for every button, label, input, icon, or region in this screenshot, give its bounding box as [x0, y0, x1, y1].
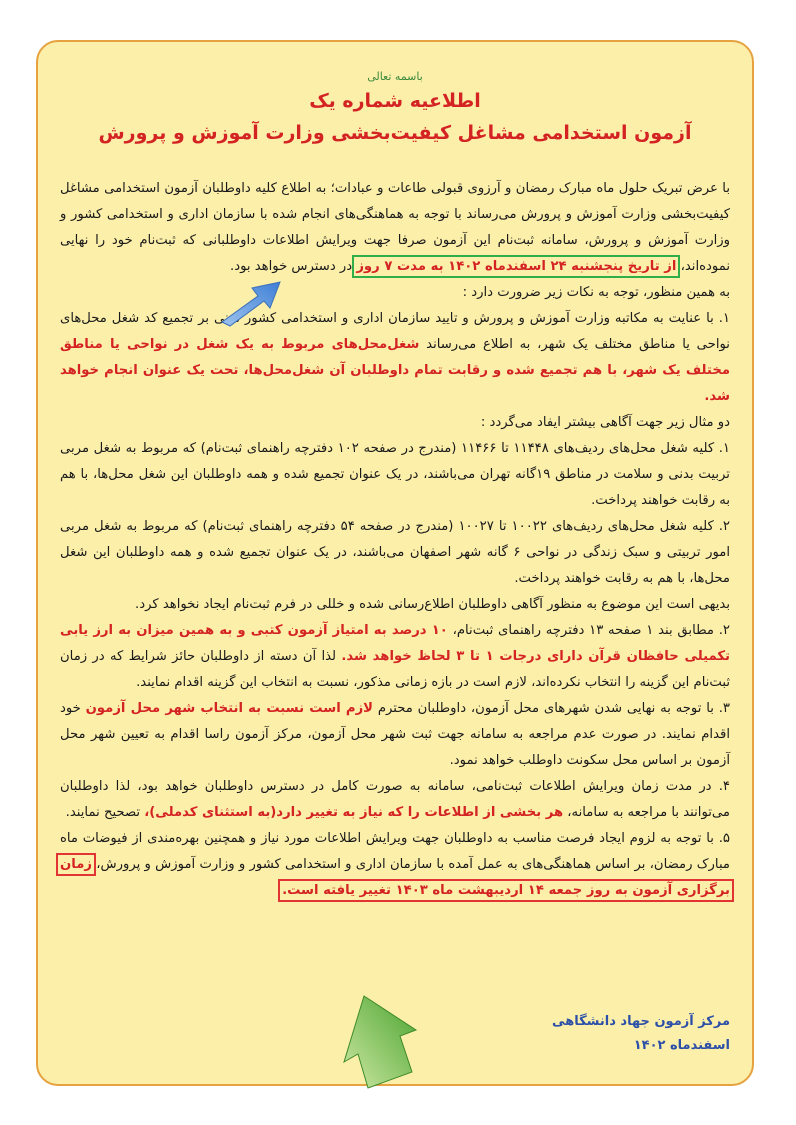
item-3-emphasis: لازم است نسبت به انتخاب شهر محل آزمون [85, 701, 374, 716]
example-1: ۱. کلیه شغل محل‌های ردیف‌های ۱۱۴۴۸ تا ۱۱۴۶۶ (مندرج در صفحه ۱۰۲ دفترچه راهنمای ثبت‌نام) که مربوط به شغل مربی تربیت بدنی و سلامت در مناطق ۱۹گانه تهران می‌باشند، در یک عنوان تجمیع شده و همه داوطلبان این شغل محل‌ها، با هم به رقابت خواهند پرداخت. [60, 441, 731, 508]
item-2-text: ۲. مطابق بند ۱ صفحه ۱۳ دفترچه راهنمای ثبت‌نام، [447, 623, 731, 638]
item-2 [60, 618, 730, 696]
example-2: ۲. کلیه شغل محل‌های ردیف‌های ۱۰۰۲۲ تا ۱۰۰۲۷ (مندرج در صفحه ۵۴ دفترچه راهنمای ثبت‌نام) که مربوط به شغل مربی امور تربیتی و سبک زندگی در نواحی ۶ گانه شهر اصفهان می‌باشند، در یک عنوان تجمیع شده و همه داوطلبان این شغل محل‌ها، با هم به رقابت خواهند پرداخت. [60, 519, 730, 586]
signature-org: مرکز آزمون جهاد دانشگاهی [552, 1014, 730, 1029]
item-4 [60, 774, 730, 826]
item-3-text: ۳. با توجه به نهایی شدن شهرهای محل آزمون، داوطلبان محترم [373, 701, 731, 716]
item-3 [60, 696, 730, 774]
signature-date: اسفندماه ۱۴۰۲ [633, 1038, 730, 1053]
item-3-text-end: خود اقدام نمایند. در صورت عدم مراجعه به سامانه جهت ثبت شهر محل آزمون، مرکز آزمون راسا اقدام به تعیین شهر محل آزمون بر اساس محل سکونت داوطلب خواهد نمود. [60, 701, 730, 768]
item-4-text-end: تصحیح نمایند. [65, 805, 145, 820]
announcement-title: اطلاعیه شماره یک [309, 90, 481, 112]
item-1-text: ۱. با عنایت به مکاتبه وزارت آموزش و پرورش و تایید سازمان اداری و استخدامی کشور مبنی بر تجمیع کد شغل محل‌های نواحی یا مناطق مختلف یک شهر، به اطلاع می‌رساند [60, 311, 730, 352]
intro-text: با عرض تبریک حلول ماه مبارک رمضان و آرزوی قبولی طاعات و عبادات؛ به اطلاع کلیه داوطلبان آزمون استخدامی مشاغل کیفیت‌بخشی وزارت آموزش و پرورش می‌رساند با توجه به هماهنگی‌های انجام شده با سازمان اداری و استخدامی کشور و وزارت آموزش و پرورش، سامانه ثبت‌نام این آزمون صرفا جهت ویرایش اطلاعات داوطلبانی که ثبت‌نام خود را نهایی نموده‌اند، [60, 181, 730, 274]
basmala: باسمه تعالی [367, 70, 423, 83]
item-5-text: ۵. با توجه به لزوم ایجاد فرصت مناسب به داوطلبان جهت ویرایش اطلاعات مورد نیاز و همچنین بهره‌مندی از فیوضات ماه مبارک رمضان، بر اساس هماهنگی‌های به عمل آمده با سازمان اداری و استخدامی کشور و وزارت آموزش و پرورش، [60, 831, 730, 872]
item-1 [60, 306, 730, 410]
example-intro: دو مثال زیر جهت آگاهی بیشتر ایفاد می‌گردد : [480, 415, 730, 430]
item-1-emphasis: شغل‌محل‌های مربوط به یک شغل در نواحی یا مناطق مختلف یک شهر، با هم تجمیع شده و رقابت تمام داوطلبان آن شغل‌محل‌ها، تحت یک عنوان انجام خواهد شد. [60, 337, 730, 404]
conclusion: بدیهی است این موضوع به منظور آگاهی داوطلبان اطلاع‌رسانی شده و خللی در فرم ثبت‌نام ایجاد نخواهد کرد. [135, 597, 730, 612]
item-2-emphasis: ۱۰ درصد به امتیاز آزمون کتبی و به همین میزان به ارز یابی تکمیلی حافظان قرآن دارای درجات ۱ تا ۳ لحاظ خواهد شد. [60, 623, 731, 664]
announcement-subtitle: آزمون استخدامی مشاغل کیفیت‌بخشی وزارت آموزش و پرورش [98, 122, 692, 144]
notes-intro: به همین منظور، توجه به نکات زیر ضرورت دارد : [462, 285, 730, 300]
registration-date-highlight: از تاریخ پنجشنبه ۲۴ اسفندماه ۱۴۰۲ به مدت ۷ روز [356, 259, 677, 274]
exam-date-highlight: زمان برگزاری آزمون به روز جمعه ۱۴ اردیبهشت ماه ۱۴۰۳ تغییر یافته است. [60, 857, 730, 898]
announcement-body [60, 176, 730, 904]
item-4-emphasis: هر بخشی از اطلاعات را که نیاز به تغییر دارد(به استثنای کدملی)، [144, 805, 564, 820]
item-5 [60, 826, 730, 904]
green-arrow-icon [338, 992, 448, 1092]
announcement-frame [36, 40, 754, 1086]
intro-text-end: در دسترس خواهد بود. [230, 259, 357, 274]
intro-paragraph [60, 176, 730, 280]
item-2-text-end: لذا آن دسته از داوطلبان حائز شرایط که در زمان ثبت‌نام این گزینه را انتخاب نکرده‌اند، لازم است در بازه زمانی مذکور، نسبت به انتخاب این گزینه اقدام نمایند. [60, 649, 730, 690]
blue-arrow-icon [218, 278, 288, 328]
signature [552, 1010, 730, 1058]
item-4-text: ۴. در مدت زمان ویرایش اطلاعات ثبت‌نامی، سامانه به صورت کامل در دسترس داوطلبان خواهد بود، لذا داوطلبان می‌توانند با مراجعه به سامانه، [60, 779, 730, 820]
